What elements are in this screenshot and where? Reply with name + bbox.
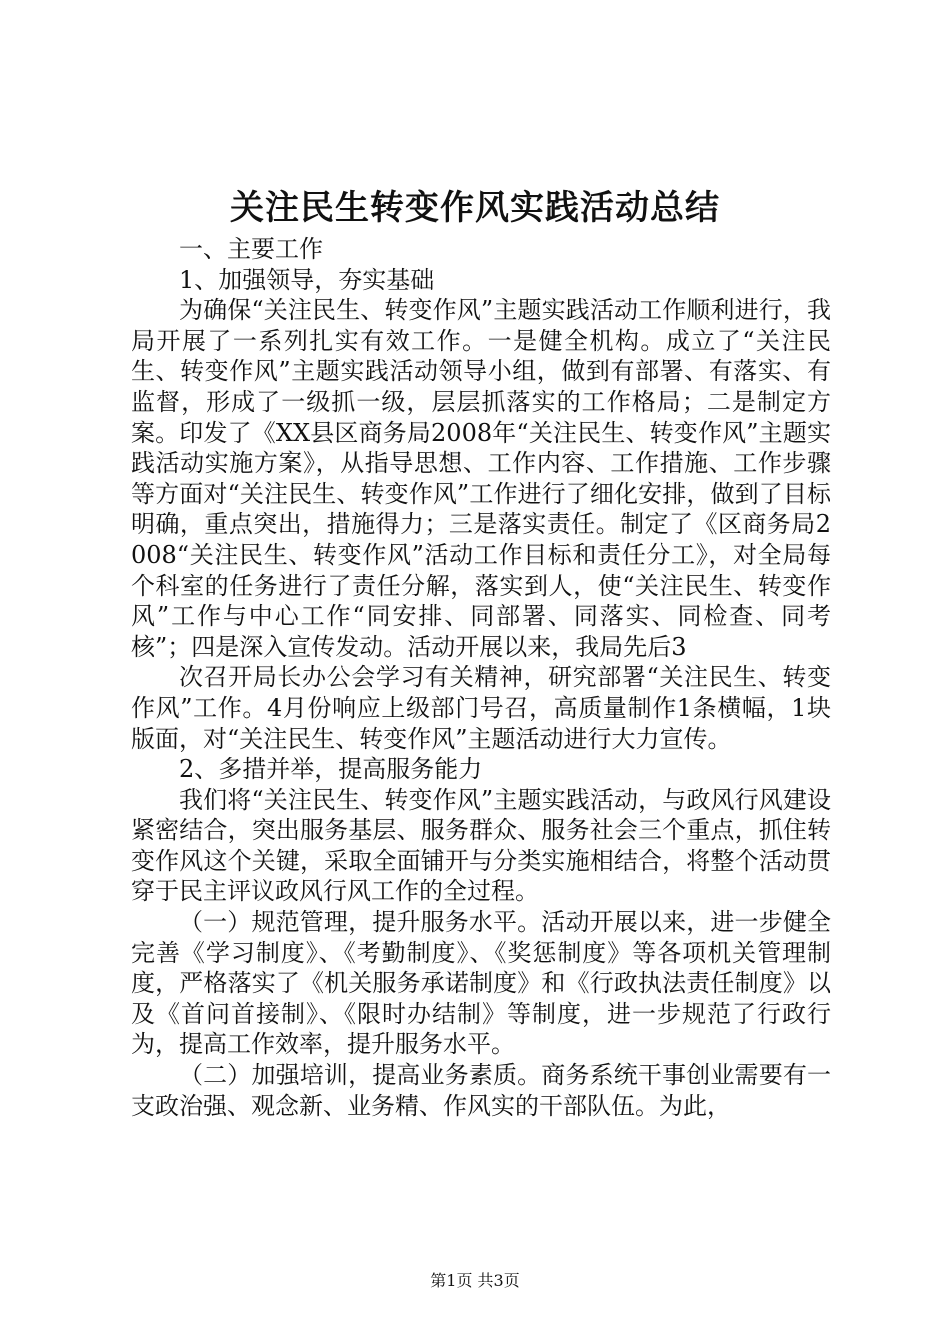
document-body (131, 234, 831, 1121)
section-heading: 一、主要工作 (179, 235, 323, 263)
document-title: 关注民生转变作风实践活动总结 (230, 188, 720, 228)
page-footer: 第1页 共3页 (430, 1271, 520, 1290)
body-paragraph: 为确保“关注民生、转变作风”主题实践活动工作顺利进行，我局开展了一系列扎实有效工作。一是健全机构。成立了“关注民生、转变作风”主题实践活动领导小组，做到有部署、有落实、有监督，形成了一级抓一级，层层抓落实的工作格局；二是制定方案。印发了《XX县区商务局2008年“关注民生、转变作风”主题实践活动实施方案》，从指导思想、工作内容、工作措施、工作步骤等方面对“关注民生、转变作风”工作进行了细化安排，做到了目标明确，重点突出，措施得力；三是落实责任。制定了《区商务局2008“关注民生、转变作风”活动工作目标和责任分工》，对全局每个科室的任务进行了责任分解，落实到人，使“关注民生、转变作风”工作与中心工作“同安排、同部署、同落实、同检查、同考核”；四是深入宣传发动。活动开展以来，我局先后3 (131, 296, 831, 661)
body-paragraph: 我们将“关注民生、转变作风”主题实践活动，与政风行风建设紧密结合，突出服务基层、服务群众、服务社会三个重点，抓住转变作风这个关键，采取全面铺开与分类实施相结合，将整个活动贯穿于民主评议政风行风工作的全过程。 (131, 785, 831, 906)
subsection-heading: 2、多措并举，提高服务能力 (179, 755, 483, 784)
body-paragraph: （二）加强培训，提高业务素质。商务系统干事创业需要有一支政治强、观念新、业务精、作风实的干部队伍。为此， (131, 1061, 831, 1120)
subsection-heading: 1、加强领导，夯实基础 (179, 265, 435, 294)
body-paragraph: （一）规范管理，提升服务水平。活动开展以来，进一步健全完善《学习制度》、《考勤制度》、《奖惩制度》等各项机关管理制度，严格落实了《机关服务承诺制度》和《行政执法责任制度》以及《首问首接制》、《限时办结制》等制度，进一步规范了行政行为，提高工作效率，提升服务水平。 (131, 908, 831, 1059)
body-paragraph: 次召开局长办公会学习有关精神，研究部署“关注民生、转变作风”工作。4月份响应上级部门号召，高质量制作1条横幅，1块版面，对“关注民生、转变作风”主题活动进行大力宣传。 (131, 663, 831, 753)
